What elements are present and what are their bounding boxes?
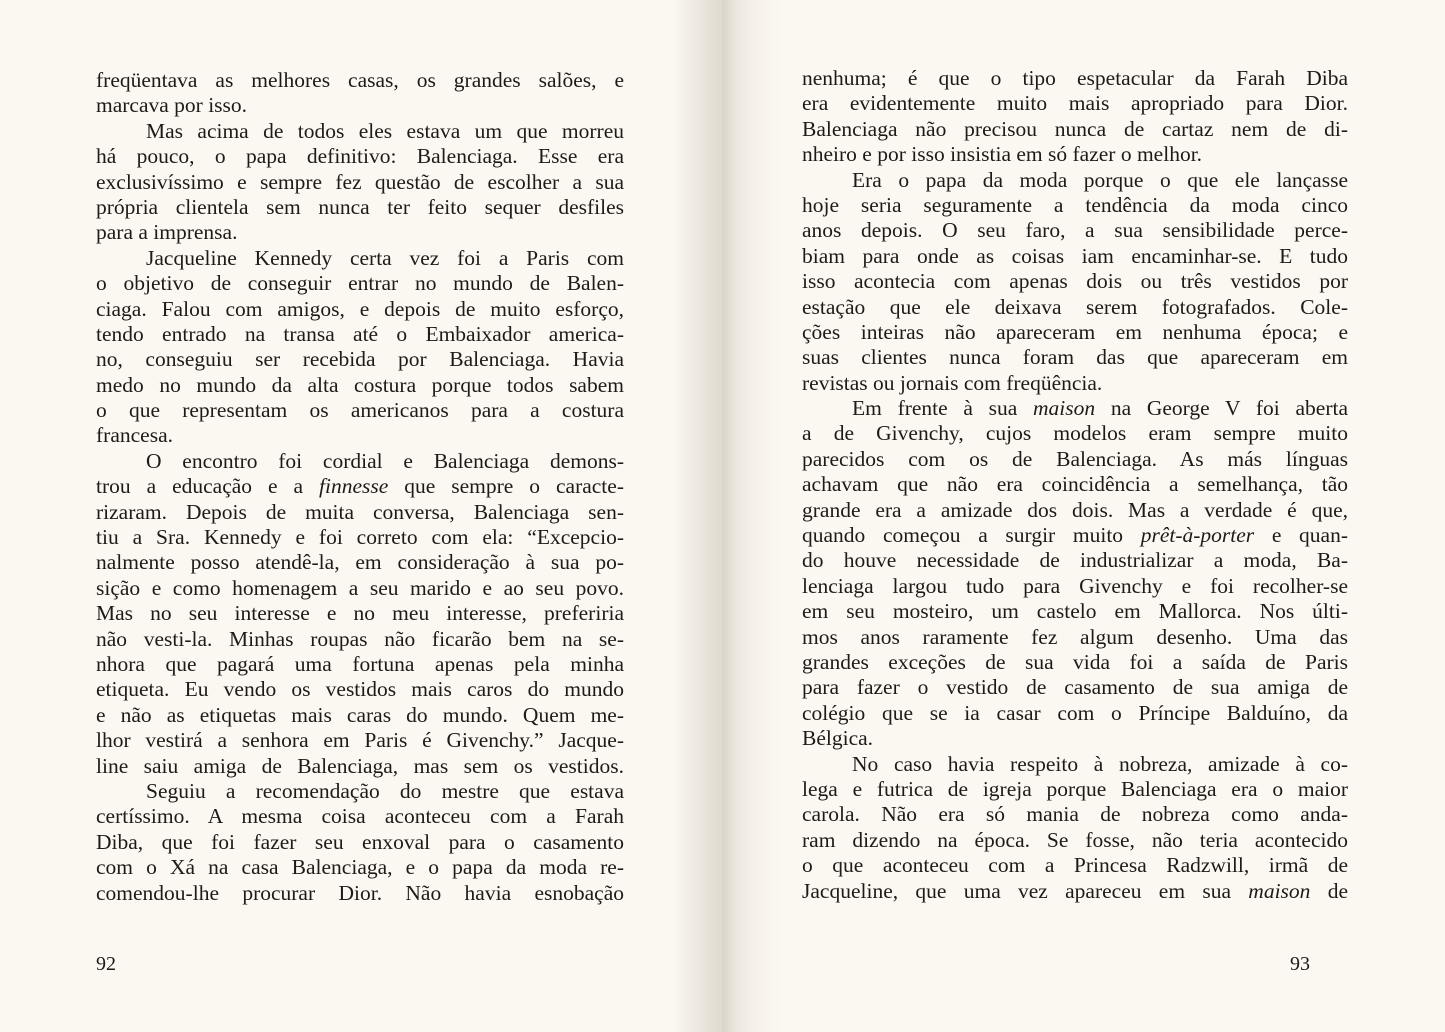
text-line: o objetivo de conseguir entrar no mundo de Balen- <box>96 271 624 296</box>
text-line: nalmente posso atendê-la, em consideração à sua po- <box>96 550 624 575</box>
text-line: line saiu amiga de Balenciaga, mas sem os vestidos. <box>96 753 624 778</box>
text-line: certíssimo. A mesma coisa aconteceu com a Farah <box>96 804 624 829</box>
text-line: do houve necessidade de industrializar a moda, Ba- <box>802 548 1348 573</box>
text-line: revistas ou jornais com freqüência. <box>802 370 1103 395</box>
text-line: hoje seria seguramente a tendência da moda cinco <box>802 192 1348 217</box>
left-page <box>0 0 722 1032</box>
text-line: suas clientes nunca foram das que apareceram em <box>802 345 1348 370</box>
text-line: para fazer o vestido de casamento de sua amiga de <box>802 675 1348 700</box>
text-line: Diba, que foi fazer seu enxoval para o casamento <box>96 829 624 854</box>
text-line <box>802 879 1348 904</box>
italic-term: finnesse <box>319 474 389 499</box>
text-line: a de Givenchy, cujos modelos eram sempre muito <box>802 421 1348 446</box>
text-line: em seu mosteiro, um castelo em Mallorca. Nos últi- <box>802 599 1348 624</box>
text-line: o que aconteceu com a Princesa Radzwill, irmã de <box>802 853 1348 878</box>
text-line: parecidos com os de Balenciaga. As más línguas <box>802 446 1348 471</box>
text-line: tendo entrado na transa até o Embaixador america- <box>96 321 624 346</box>
text-line: etiqueta. Eu vendo os vestidos mais caros do mundo <box>96 677 624 702</box>
text-line: ciaga. Falou com amigos, e depois de muito esforço, <box>96 296 624 321</box>
text-line: era evidentemente muito mais apropriado para Dior. <box>802 91 1348 116</box>
text-line: o que representam os americanos para a costura <box>96 398 624 423</box>
text-line: Mas acima de todos eles estava um que morreu <box>146 118 624 143</box>
text-line: francesa. <box>96 423 173 448</box>
text-segment: e quan- <box>1254 523 1348 548</box>
italic-term: maison <box>1033 396 1096 421</box>
text-line: mos anos raramente fez algum desenho. Uma das <box>802 624 1348 649</box>
text-segment: de <box>1310 878 1348 903</box>
text-line: Mas no seu interesse e no meu interesse, preferiria <box>96 601 624 626</box>
text-segment: na George V foi aberta <box>1095 396 1348 421</box>
text-segment: Em frente à sua <box>852 396 1034 421</box>
text-line <box>96 474 624 499</box>
right-page-body <box>802 66 1348 904</box>
text-line: nenhuma; é que o tipo espetacular da Farah Diba <box>802 66 1348 90</box>
text-line: achavam que não era coincidência a semelhança, tão <box>802 472 1348 497</box>
text-line: lenciaga largou tudo para Givenchy e foi recolher-se <box>802 573 1348 598</box>
page-number-left: 92 <box>96 953 116 975</box>
text-segment: Jacqueline, que uma vez apareceu em sua <box>802 878 1249 903</box>
text-line: Era o papa da moda porque o que ele lançasse <box>852 167 1348 192</box>
text-line: lhor vestirá a senhora em Paris é Givenchy.” Jacque- <box>96 728 624 753</box>
text-line: ções inteiras não apareceram em nenhuma época; e <box>802 319 1348 344</box>
text-line: carola. Não era só mania de nobreza como anda- <box>802 802 1348 827</box>
text-line: isso acontecia com apenas dois ou três vestidos por <box>802 269 1348 294</box>
italic-term: maison <box>1248 878 1311 903</box>
text-line: biam para onde as coisas iam encaminhar-se. E tudo <box>802 243 1348 268</box>
text-line: e não as etiquetas mais caras do mundo. Quem me- <box>96 702 624 727</box>
text-line: Seguiu a recomendação do mestre que estava <box>146 778 624 803</box>
text-line: Bélgica. <box>802 726 874 751</box>
text-line: tiu a Sra. Kennedy e foi correto com ela: “Excepcio- <box>96 525 624 550</box>
text-line: no, conseguiu ser recebida por Balenciaga. Havia <box>96 347 624 372</box>
text-line: anos depois. O seu faro, a sua sensibilidade perce- <box>802 218 1348 243</box>
text-segment: quando começou a surgir muito <box>802 523 1141 548</box>
text-line: medo no mundo da alta costura porque todos sabem <box>96 372 624 397</box>
text-line: colégio que se ia casar com o Príncipe Balduíno, da <box>802 700 1348 725</box>
text-line <box>802 396 1348 421</box>
text-line <box>802 523 1348 548</box>
text-line: marcava por isso. <box>96 93 248 118</box>
text-segment: trou a educação e a <box>96 474 319 499</box>
text-line: há pouco, o papa definitivo: Balenciaga. Esse era <box>96 144 624 169</box>
text-line: Jacqueline Kennedy certa vez foi a Paris com <box>146 245 624 270</box>
text-line: nhora que pagará uma fortuna apenas pela minha <box>96 651 624 676</box>
text-line: grande era a amizade dos dois. Mas a verdade é que, <box>802 497 1348 522</box>
text-line: freqüentava as melhores casas, os grandes salões, e <box>96 68 624 92</box>
text-line: própria clientela sem nunca ter feito sequer desfiles <box>96 194 624 219</box>
text-line: nheiro e por isso insistia em só fazer o melhor. <box>802 142 1203 167</box>
left-page-body <box>96 68 624 906</box>
right-page <box>722 0 1445 1032</box>
italic-term: prêt-à-porter <box>1140 523 1255 548</box>
page-number-right: 93 <box>1290 953 1310 975</box>
text-line: No caso havia respeito à nobreza, amizade à co- <box>852 751 1348 776</box>
text-line: ram dizendo na época. Se fosse, não teria acontecido <box>802 827 1348 852</box>
text-line: lega e futrica de igreja porque Balenciaga era o maior <box>802 776 1348 801</box>
text-line: comendou-lhe procurar Dior. Não havia esnobação <box>96 880 624 905</box>
text-line: rizaram. Depois de muita conversa, Balenciaga sen- <box>96 499 624 524</box>
text-line: estação que ele deixava serem fotografados. Cole- <box>802 294 1348 319</box>
text-line: não vesti-la. Minhas roupas não ficarão bem na se- <box>96 626 624 651</box>
text-line: com o Xá na casa Balenciaga, e o papa da moda re- <box>96 855 624 880</box>
text-line: Balenciaga não precisou nunca de cartaz nem de di- <box>802 116 1348 141</box>
text-line: sição e como homenagem a seu marido e ao seu povo. <box>96 575 624 600</box>
text-segment: que sempre o caracte- <box>388 474 624 499</box>
text-line: grandes exceções de sua vida foi a saída de Paris <box>802 649 1348 674</box>
text-line: O encontro foi cordial e Balenciaga demons- <box>146 448 624 473</box>
text-line: para a imprensa. <box>96 220 238 245</box>
text-line: exclusivíssimo e sempre fez questão de escolher a sua <box>96 169 624 194</box>
